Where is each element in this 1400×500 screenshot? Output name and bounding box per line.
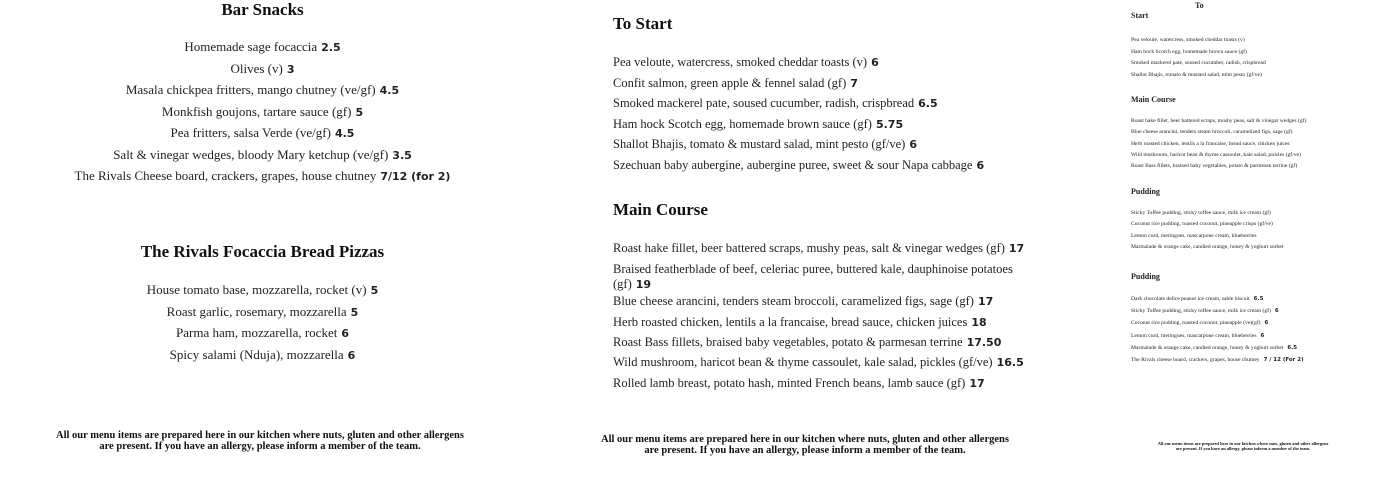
menu-item — [1131, 49, 1247, 55]
menu-item-name: Roast garlic, rosemary, mozzarella — [166, 303, 347, 319]
menu-item-price: 6.5 — [1287, 344, 1298, 351]
menu-item — [1131, 244, 1283, 249]
allergy-note-line2: are present. If you have an allergy, please inform a member of the team. — [1175, 446, 1311, 451]
menu-item — [613, 262, 1033, 292]
menu-item-name: Sticky Toffee pudding, sticky toffee sauce, milk ice cream (gf) — [1131, 308, 1271, 315]
menu-item-price: 5 — [350, 305, 359, 319]
menu-item — [0, 61, 525, 77]
to-start-title: To Start — [613, 14, 673, 33]
menu-item — [1131, 296, 1263, 302]
menu-item-name: Parma ham, mozzarella, rocket — [176, 325, 338, 340]
allergy-note-line1: All our menu items are prepared here in our kitchen where nuts, gluten and other allergens — [56, 430, 464, 441]
menu-item — [0, 125, 525, 141]
menu-item-price: 17 — [969, 377, 985, 390]
menu-item-price: 5.75 — [875, 117, 904, 131]
menu-item-name: Roast Bass fillets, braised baby vegetables, potato & parmesan terrine (gf) — [1131, 163, 1298, 170]
menu-item-name: Herb roasted chicken, lentils a la francaise, bread sauce, chicken juices — [613, 315, 968, 329]
menu-item-name: Marmalade & orange cake, candied orange, honey & yoghurt sorbet — [1131, 243, 1284, 249]
menu-item-price: 6 — [1264, 320, 1269, 327]
menu-item-name: Monkfish goujons, tartare sauce (gf) — [161, 103, 352, 119]
menu-item-price: 6 — [347, 348, 356, 362]
allergy-note-line1: All our menu items are prepared here in our kitchen where nuts, gluten and other allergens — [601, 434, 1009, 445]
menu-item — [1131, 221, 1273, 227]
pizzas-title: The Rivals Focaccia Bread Pizzas — [140, 242, 385, 261]
menu-item-name: Salt & vinegar wedges, bloody Mary ketchup (ve/gf) — [113, 146, 389, 162]
menu-item — [1131, 37, 1245, 43]
allergy-note-line2: are present. If you have an allergy, please inform a member of the team. — [644, 445, 966, 456]
menu-item-price: 17 — [977, 295, 994, 308]
menu-item — [1131, 320, 1268, 326]
main-course-title: Main Course — [613, 200, 708, 219]
menu-item-name: Confit salmon, green apple & fennel salad (gf) — [613, 75, 847, 90]
menu-item-name: Braised featherblade of beef, celeriac puree, buttered kale, dauphinoise potatoes (gf) — [613, 262, 1013, 291]
menu-item-name: Shallot Bhajis, tomato & mustard salad, mint pesto (gf/ve) — [613, 137, 906, 151]
menu-item-price: 17.50 — [966, 336, 1002, 349]
menu-item — [613, 315, 1033, 330]
menu-item — [1131, 357, 1304, 363]
menu-item-name: Coconut rice pudding, toasted coconut, pineapple crisps (gf/ve) — [1131, 221, 1273, 228]
allergy-note-line2: are present. If you have an allergy, please inform a member of the team. — [99, 441, 421, 452]
allergy-note-middle — [600, 434, 1010, 456]
pudding-title-2: Pudding — [1131, 272, 1160, 281]
menu-item-price: 6 — [1260, 332, 1265, 339]
menu-item — [1131, 118, 1306, 124]
menu-item — [0, 304, 525, 320]
menu-item-name: Roast Bass fillets, braised baby vegetables, potato & parmesan terrine — [613, 335, 963, 349]
menu-item-name: Pea fritters, salsa Verde (ve/gf) — [170, 125, 331, 140]
menu-item-name: Homemade sage focaccia — [184, 39, 318, 54]
menu-item-price: 6.5 — [1253, 296, 1264, 302]
menu-item — [613, 158, 1033, 173]
menu-item — [613, 55, 1033, 70]
menu-item-name: Coconut rice pudding, toasted coconut, pineapple (ve)(gf) — [1131, 320, 1261, 327]
menu-item-name: Blue cheese arancini, tenders steam broccoli, caramelized figs, sage (gf) — [1131, 129, 1293, 136]
menu-item-price: 19 — [635, 278, 652, 291]
menu-item-price: 6 — [871, 56, 879, 69]
menu-item — [613, 96, 1033, 111]
menu-item — [0, 147, 525, 163]
menu-item — [1131, 163, 1297, 169]
menu-item — [1131, 345, 1297, 351]
menu-item — [1131, 308, 1279, 314]
menu-item-price: 5 — [355, 105, 364, 119]
menu-item-price: 5 — [370, 284, 379, 297]
menu-item — [0, 168, 525, 184]
menu-item — [613, 355, 1033, 370]
menu-item-price: 4.5 — [334, 127, 355, 140]
menu-item — [1131, 72, 1262, 78]
menu-item-price: 16.5 — [996, 356, 1024, 369]
to-label: To — [1195, 1, 1204, 10]
menu-item-name: Spicy salami (Nduja), mozzarella — [169, 346, 344, 362]
menu-item — [613, 376, 1033, 391]
menu-item-price: 6 — [1274, 308, 1279, 315]
menu-item — [1131, 333, 1264, 339]
menu-item-name: Smoked mackerel pate, soused cucumber, radish, crispbread — [1131, 60, 1266, 66]
menu-item-price: 7/12 (for 2) — [380, 170, 451, 183]
menu-item — [1131, 129, 1293, 135]
menu-item — [613, 335, 1033, 350]
menu-item — [613, 117, 1033, 132]
menu-item — [1131, 210, 1271, 216]
menu-item-price: 3.5 — [392, 148, 412, 162]
menu-item-name: Szechuan baby aubergine, aubergine puree, sweet & sour Napa cabbage — [613, 157, 973, 172]
allergy-note — [55, 430, 465, 452]
menu-item-name: Lemon curd, meringues, mascarpone cream, blueberries — [1131, 332, 1257, 339]
menu-item — [1131, 141, 1290, 147]
menu-item-price: 6 — [976, 158, 985, 172]
menu-item — [613, 76, 1033, 91]
menu-item — [613, 294, 1033, 309]
menu-item-name: Pea veloute, watercress, smoked cheddar toasts (v) — [613, 55, 868, 69]
menu-item-name: Ham hock Scotch egg, homemade brown sauce (gf) — [613, 116, 872, 131]
menu-item — [1131, 60, 1266, 66]
menu-item-name: Ham hock Scotch egg, homemade brown sauce (gf) — [1131, 48, 1247, 55]
start-title: Start — [1131, 11, 1149, 20]
menu-item — [613, 241, 1033, 256]
menu-item-name: Pea veloute, watercress, smoked cheddar toasts (v) — [1131, 37, 1245, 43]
main-course-title-small: Main Course — [1131, 95, 1176, 104]
allergy-note-small — [1128, 441, 1358, 451]
menu-item-price: 6 — [341, 327, 349, 340]
menu-item-name: Dark chocolate delice peanut ice cream, sable biscuit — [1131, 296, 1250, 302]
menu-item-name: The Rivals Cheese board, crackers, grapes, house chutney — [74, 168, 377, 183]
menu-item-price: 7 / 12 (For 2) — [1263, 357, 1304, 363]
menu-item — [0, 104, 525, 120]
menu-item — [0, 282, 525, 298]
menu-item-name: House tomato base, mozzarella, rocket (v) — [146, 282, 367, 297]
menu-item — [1131, 152, 1301, 158]
menu-item-price: 4.5 — [379, 84, 400, 97]
menu-item — [613, 137, 1033, 152]
menu-item-name: The Rivals cheese board, crackers, grapes, house chutney — [1131, 357, 1260, 363]
menu-item-price: 7 — [850, 76, 858, 90]
menu-item-name: Masala chickpea fritters, mango chutney (ve/gf) — [125, 82, 376, 97]
menu-item-price: 6.5 — [918, 97, 938, 110]
menu-item-name: Blue cheese arancini, tenders steam broccoli, caramelized figs, sage (gf) — [613, 294, 974, 308]
menu-item-name: Sticky Toffee pudding, sticky toffee sauce, milk ice cream (gf) — [1131, 210, 1271, 216]
menu-item — [0, 347, 525, 363]
menu-item-name: Marmalade & orange cake, candied orange, honey & yoghurt sorbet — [1131, 344, 1284, 351]
menu-item-price: 2.5 — [321, 41, 341, 54]
menu-item-price: 17 — [1008, 242, 1025, 255]
menu-item-name: Rolled lamb breast, potato hash, minted French beans, lamb sauce (gf) — [613, 376, 966, 390]
menu-item-name: Herb roasted chicken, lentils a la francaise, bread sauce, chicken juices — [1131, 140, 1290, 147]
menu-item-name: Roast hake fillet, beer battered scraps, mushy peas, salt & vinegar wedges (gf) — [1131, 118, 1307, 124]
pudding-title-1: Pudding — [1131, 187, 1160, 196]
bar-snacks-title: Bar Snacks — [221, 0, 304, 19]
menu-item — [0, 325, 525, 341]
menu-item-name: Wild mushroom, haricot bean & thyme cassoulet, kale salad, pickles (gf/ve) — [613, 355, 993, 369]
menu-item-name: Roast hake fillet, beer battered scraps, mushy peas, salt & vinegar wedges (gf) — [613, 241, 1005, 255]
allergy-note-line1: All our menu items are prepared here in our kitchen where nuts, gluten and other allergens — [1157, 441, 1329, 446]
menu-item-price: 6 — [909, 138, 917, 151]
menu-item-name: Wild mushroom, haricot bean & thyme cassoulet, kale salad, pickles (gf/ve) — [1131, 151, 1301, 158]
menu-item-price: 18 — [971, 316, 987, 329]
menu-item-name: Shallot Bhajis, tomato & mustard salad, mint pesto (gf/ve) — [1131, 71, 1262, 78]
menu-item-name: Lemon curd, meringues, mascarpone cream, blueberries — [1131, 232, 1257, 239]
menu-item — [1131, 233, 1257, 239]
menu-item-name: Olives (v) — [230, 60, 283, 76]
menu-item-name: Smoked mackerel pate, soused cucumber, radish, crispbread — [613, 96, 915, 110]
menu-item — [0, 39, 525, 55]
menu-item-price: 3 — [286, 62, 295, 76]
menu-item — [0, 82, 525, 98]
